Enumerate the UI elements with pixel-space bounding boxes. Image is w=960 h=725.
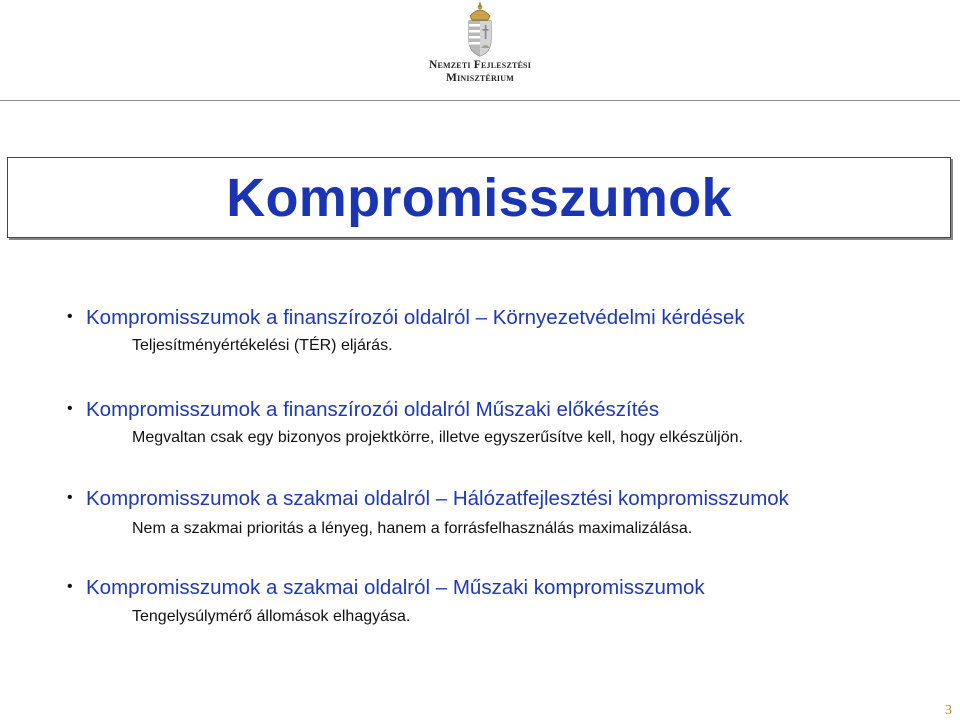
ministry-name bbox=[410, 59, 550, 85]
header-divider bbox=[0, 100, 960, 101]
page-number: 3 bbox=[945, 703, 952, 718]
bullet-heading: Kompromisszumok a finanszírozói oldalról – Környezetvédelmi kérdések bbox=[86, 306, 745, 329]
bullet-icon: • bbox=[67, 308, 73, 325]
ministry-name-line1: Nemzeti Fejlesztési bbox=[428, 59, 532, 71]
bullet-icon: • bbox=[67, 400, 73, 417]
bullet-detail: Tengelysúlymérő állomások elhagyása. bbox=[132, 608, 411, 625]
bullet-heading: Kompromisszumok a szakmai oldalról – Hálózatfejlesztési kompromisszumok bbox=[86, 487, 789, 510]
bullet-detail: Teljesítményértékelési (TÉR) eljárás. bbox=[132, 337, 393, 354]
bullet-icon: • bbox=[67, 578, 73, 595]
bullet-detail: Megvaltan csak egy bizonyos projektkörre, illetve egyszerűsítve kell, hogy elkészüljön. bbox=[132, 429, 743, 446]
bullet-detail: Nem a szakmai prioritás a lényeg, hanem a forrásfelhasználás maximalizálása. bbox=[132, 520, 693, 537]
bullet-icon: • bbox=[67, 489, 73, 506]
ministry-logo bbox=[410, 0, 550, 92]
slide-title: Kompromisszumok bbox=[226, 167, 732, 228]
coat-of-arms-icon bbox=[463, 2, 497, 58]
ministry-name-line2: Minisztérium bbox=[446, 72, 514, 84]
bullet-heading: Kompromisszumok a finanszírozói oldalról Műszaki előkészítés bbox=[86, 398, 660, 421]
title-box bbox=[7, 157, 951, 238]
bullet-heading: Kompromisszumok a szakmai oldalról – Műszaki kompromisszumok bbox=[86, 576, 705, 599]
